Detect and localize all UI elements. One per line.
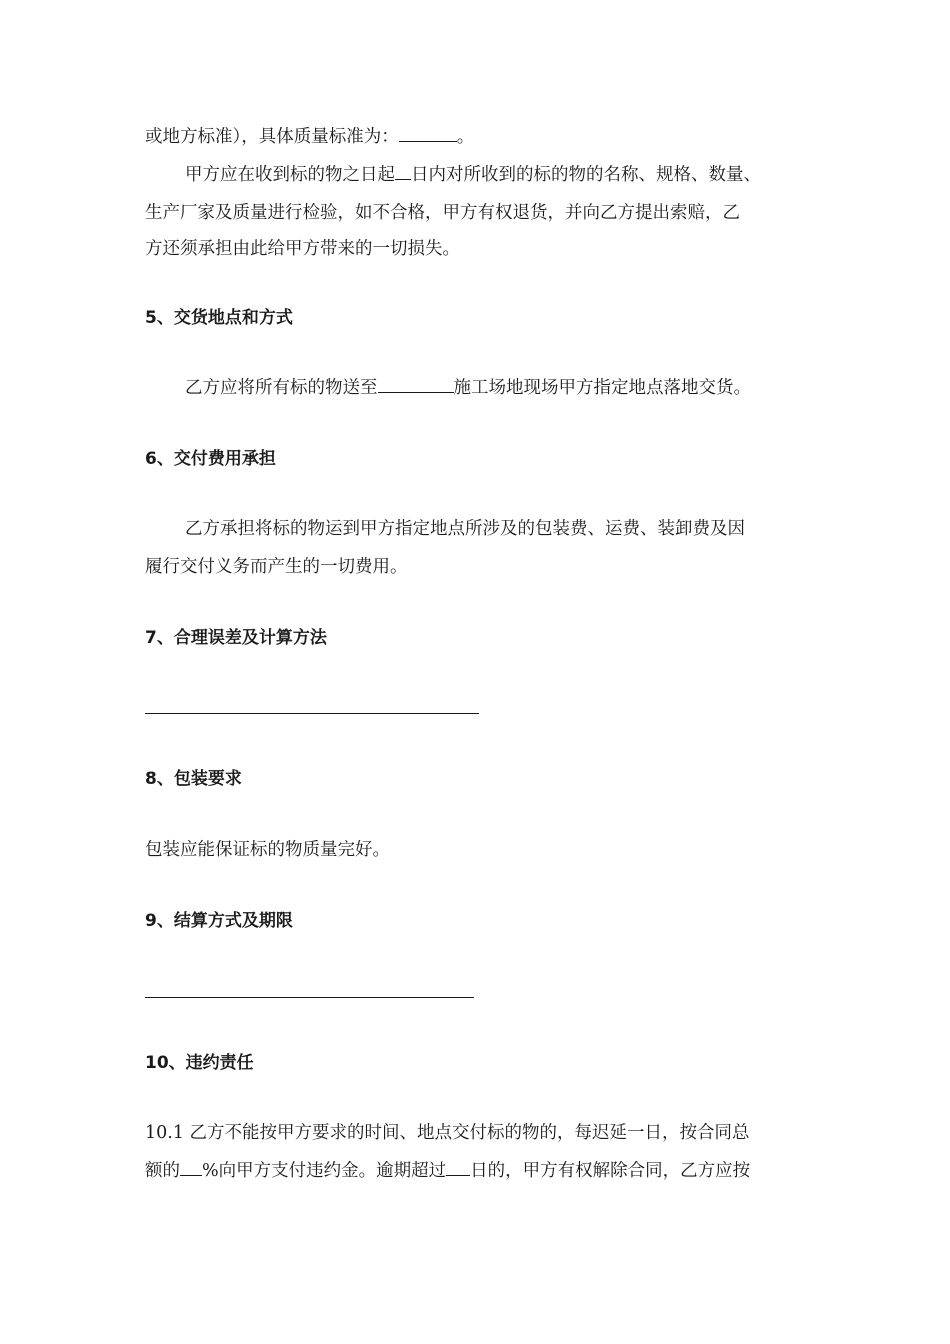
section-9-heading: 9、结算方式及期限: [145, 911, 293, 931]
delivery-place-line: [185, 375, 751, 400]
inspection-line-3: 方还须承担由此给甲方带来的一切损失。: [145, 239, 460, 259]
penalty-line-2: [145, 1158, 750, 1183]
section-7-heading: 7、合理误差及计算方法: [145, 628, 327, 648]
inspection-text-a: 甲方应在收到标的物之日起: [185, 165, 395, 185]
quality-standard-blank: [399, 124, 457, 142]
inspection-line-1: [185, 162, 761, 187]
delivery-text-a: 乙方应将所有标的物送至: [185, 378, 378, 398]
period-mark: 。: [456, 127, 475, 147]
overdue-days-blank: [446, 1158, 470, 1176]
section-7-fill-line: [145, 713, 479, 714]
section-9-fill-line: [145, 997, 474, 998]
penalty-percent-blank: [180, 1158, 202, 1176]
packaging-text: 包装应能保证标的物质量完好。: [145, 840, 390, 860]
section-6-heading: 6、交付费用承担: [145, 449, 276, 469]
inspection-days-blank: [395, 162, 411, 180]
penalty-text-a: 额的: [145, 1161, 180, 1181]
penalty-text-c: 日的，甲方有权解除合同，乙方应按: [470, 1161, 751, 1181]
penalty-text-b: %向甲方支付违约金。逾期超过: [202, 1161, 447, 1181]
delivery-cost-line-2: 履行交付义务而产生的一切费用。: [145, 557, 408, 577]
section-8-heading: 8、包装要求: [145, 769, 242, 789]
delivery-cost-line-1: 乙方承担将标的物运到甲方指定地点所涉及的包装费、运费、装卸费及因: [185, 519, 745, 539]
delivery-place-blank: [378, 375, 454, 393]
penalty-line-1: 10.1 乙方不能按甲方要求的时间、地点交付标的物的，每迟延一日，按合同总: [145, 1123, 750, 1143]
inspection-line-2: 生产厂家及质量进行检验，如不合格，甲方有权退货，并向乙方提出索赔，乙: [145, 203, 740, 223]
quality-standard-line: [145, 124, 474, 149]
section-5-heading: 5、交货地点和方式: [145, 308, 293, 328]
delivery-text-b: 施工场地现场甲方指定地点落地交货。: [453, 378, 751, 398]
inspection-text-b: 日内对所收到的标的物的名称、规格、数量、: [411, 165, 761, 185]
section-10-heading: 10、违约责任: [145, 1053, 254, 1073]
quality-standard-text: 或地方标准），具体质量标准为：: [145, 127, 399, 147]
